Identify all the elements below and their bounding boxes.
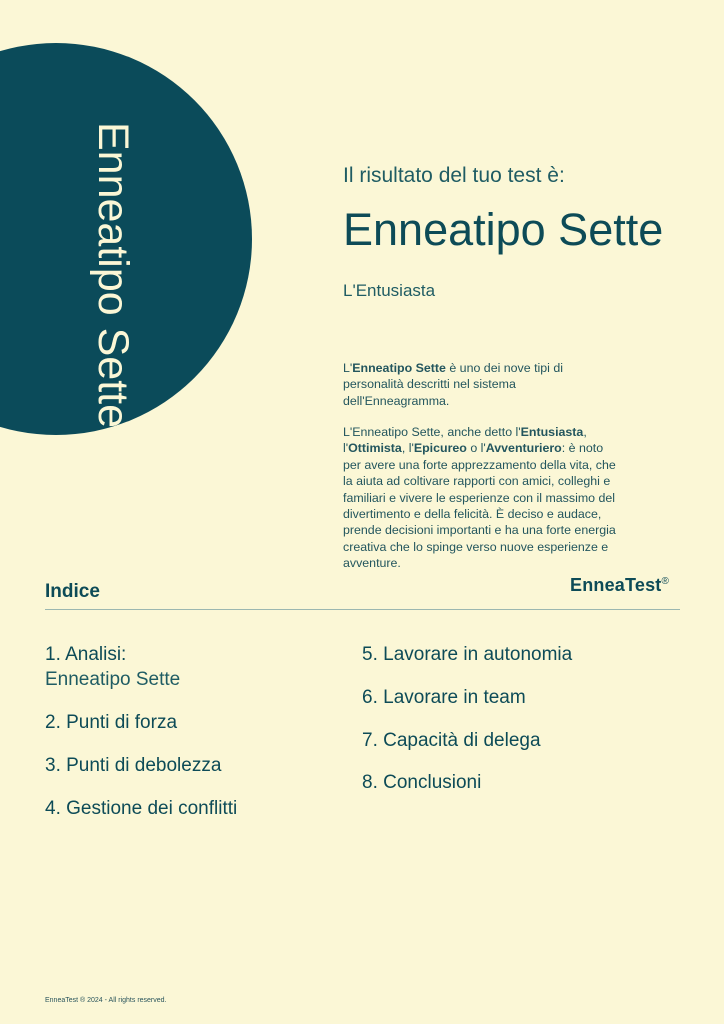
toc-item-4[interactable]: 4. Gestione dei conflitti [45, 798, 238, 819]
index-title: Indice [45, 581, 100, 602]
toc-item-1[interactable]: 1. Analisi: [45, 644, 127, 665]
bold-term: Epicureo [413, 441, 467, 456]
registered-mark: ® [661, 576, 670, 587]
text-segment: L' [343, 361, 353, 375]
text-segment: : è noto per avere una forte apprezzamento della vita, che la aiuta ad coltivare rapporti con amici, colleghi e familiari e vivere le esperienze con il massimo del divertimento e della felicità. È deciso e audace, prende decisioni importanti e ha una forte energia creativa che lo spinge verso nuove esperienze e avventure. [343, 441, 616, 571]
logo-text: EnneaTest [570, 575, 662, 595]
bold-term: Entusiasta [520, 425, 584, 439]
bold-term: Ottimista [348, 441, 402, 456]
bold-term: Enneatipo Sette [352, 361, 446, 375]
text-segment: L'Enneatipo Sette, anche detto l' [343, 425, 521, 439]
text-segment: o l' [466, 441, 486, 456]
toc-item-7[interactable]: 7. Capacità di delega [362, 730, 541, 751]
toc-item-6[interactable]: 6. Lavorare in team [362, 687, 526, 708]
type-subtitle: L'Entusiasta [343, 281, 436, 300]
description-paragraph-2 [343, 424, 623, 572]
text-segment: , l' [401, 441, 414, 456]
text-segment: è uno dei nove tipi di personalità descritti nel sistema dell'Enneagramma. [343, 361, 564, 408]
page-title: Enneatipo Sette [343, 204, 664, 255]
toc-item-5[interactable]: 5. Lavorare in autonomia [362, 644, 573, 665]
toc-item-3[interactable]: 3. Punti di debolezza [45, 755, 222, 776]
bold-term: Avventuriero [485, 441, 562, 456]
text-segment: , l' [343, 425, 587, 456]
result-label: Il risultato del tuo test è: [343, 164, 565, 187]
copyright-footer: EnneaTest ® 2024 - All rights reserved. [45, 997, 167, 1004]
index-divider [45, 609, 680, 610]
intro-block [343, 164, 673, 301]
toc-item-8[interactable]: 8. Conclusioni [362, 772, 482, 793]
toc-item-2[interactable]: 2. Punti di forza [45, 712, 178, 733]
circle-title: Enneatipo Sette [89, 122, 137, 429]
toc-item-1-subtitle: Enneatipo Sette [45, 669, 181, 690]
enneatest-logo [570, 575, 669, 596]
description-paragraph-1 [343, 360, 573, 409]
